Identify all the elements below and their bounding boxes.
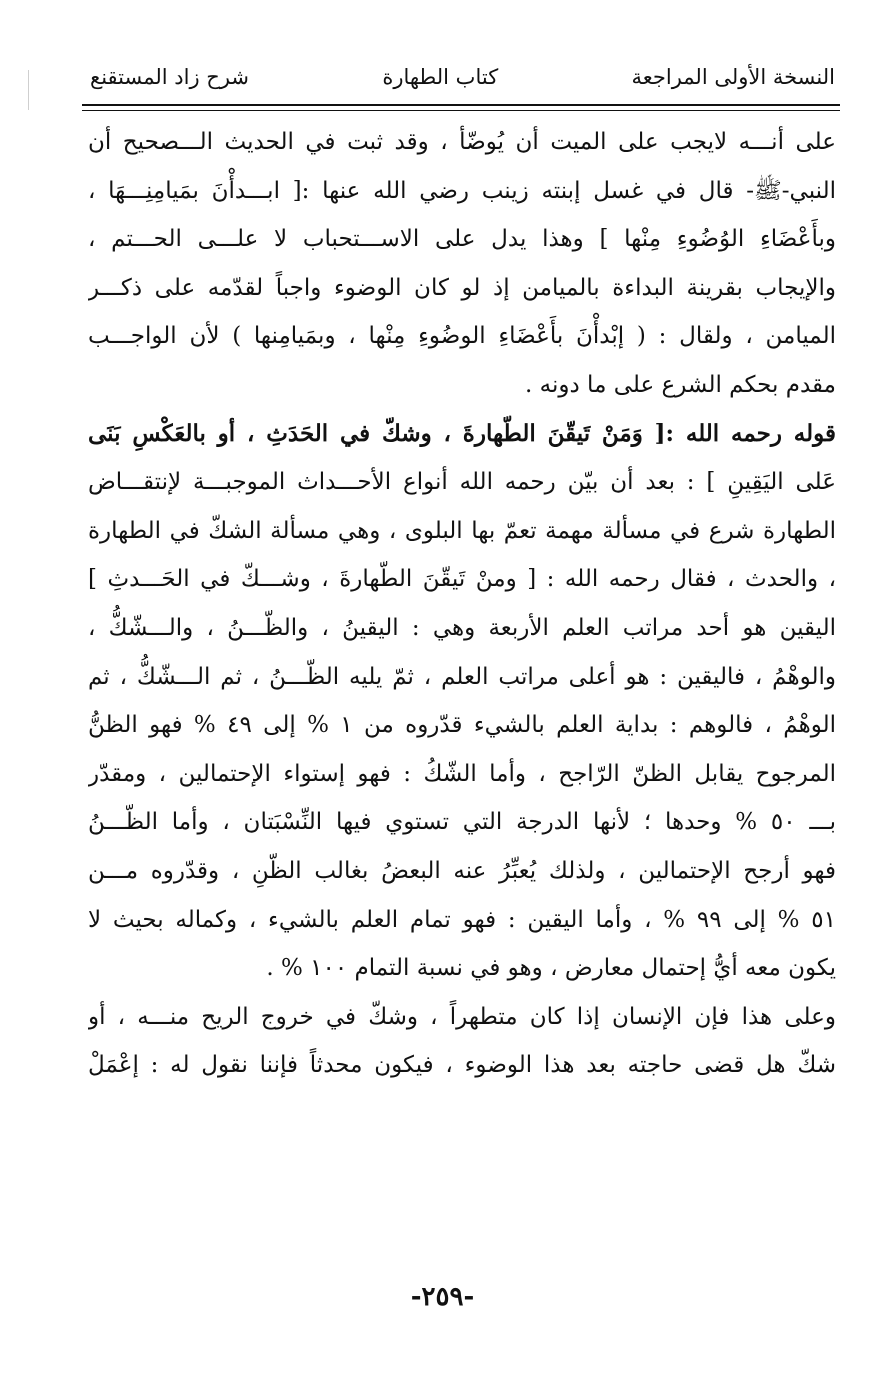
text-line: الميامن ، ولقال : ( إبْدأْنَ بأَعْضَاءِ الوضُوءِ مِنْها ، وبمَيامِنها ) لأن الواجـــب	[88, 323, 836, 350]
text-line: الوهْمُ ، فالوهم : بداية العلم بالشيء قدّروه من ١ % إلى ٤٩ % فهو الظنُّ	[88, 712, 836, 739]
matn-quote-line: قوله رحمه الله :[ وَمَنْ تَيقّنَ الطّهارةَ ، وشكّ في الحَدَثِ ، أو بالعَكْسِ بَنَى	[88, 419, 836, 447]
text-line: والإيجاب بقرينة البداءة بالميامن إذ لو كان الوضوء واجباً لقدّمه على ذكـــر	[88, 274, 836, 301]
header-book-title: شرح زاد المستقنع	[90, 65, 250, 89]
header-chapter-title: كتاب الطهارة	[382, 65, 499, 89]
text-line: والوهْمُ ، فاليقين : هو أعلى مراتب العلم ، ثمّ يليه الظّـــنُ ، ثم الـــشّكُّ ، ثم	[88, 663, 836, 690]
text-line: مقدم بحكم الشرع على ما دونه .	[525, 371, 836, 398]
page-number: -٢٥٩-	[410, 1282, 475, 1312]
text-line: الطهارة شرع في مسألة مهمة تعمّ بها البلوى ، وهي مسألة الشكّ في الطهارة	[88, 517, 836, 544]
text-line: بـــ ٥٠ % وحدها ؛ لأنها الدرجة التي تستوي فيها النِّسْبَتان ، وأما الظّـــنُ	[88, 809, 836, 836]
text-line: يكون معه أيُّ إحتمال معارض ، وهو في نسبة التمام ١٠٠ % .	[266, 955, 836, 982]
header-rule-thin	[82, 110, 840, 111]
header-edition-note: النسخة الأولى المراجعة	[631, 65, 835, 89]
text-line: ، والحدث ، فقال رحمه الله : [ ومنْ تَيقّنَ الطّهارةَ ، وشـــكّ في الحَـــدثِ ]	[88, 566, 836, 593]
text-line: وعلى هذا فإن الإنسان إذا كان متطهراً ، وشكّ في خروج الريح منـــه ، أو	[88, 1003, 836, 1030]
text-line: فهو أرجح الإحتمالين ، ولذلك يُعبِّرُ عنه البعضُ بغالب الظّنِ ، وقدّروه مـــن	[88, 857, 836, 884]
text-line: وبأَعْضَاءِ الوُضُوءِ مِنْها ] وهذا يدل على الاســـتحباب لا علـــى الحـــتم ،	[88, 226, 836, 253]
running-header	[90, 54, 835, 100]
body-text	[88, 118, 836, 1090]
text-line: على أنـــه لايجب على الميت أن يُوضّأ ، وقد ثبت في الحديث الـــصحيح أن	[88, 129, 836, 155]
text-line: اليقين هو أحد مراتب العلم الأربعة وهي : اليقينُ ، والظّـــنُ ، والـــشّكُّ ،	[88, 614, 836, 641]
header-rule-thick	[82, 104, 840, 106]
text-line: شكّ هل قضى حاجته بعد هذا الوضوء ، فيكون محدثاً فإننا نقول له : إعْمَلْ	[88, 1052, 836, 1079]
text-line: ٥١ % إلى ٩٩ % ، وأما اليقين : فهو تمام العلم بالشيء ، وكماله بحيث لا	[88, 906, 836, 933]
text-line: المرجوح يقابل الظنّ الرّاجح ، وأما الشّكُ : فهو إستواء الإحتمالين ، ومقدّر	[88, 760, 836, 787]
text-line: عَلى اليَقِينِ ] : بعد أن بيّن رحمه الله أنواع الأحـــداث الموجبـــة لإنتقـــاض	[88, 469, 836, 496]
text-line: النبي-ﷺ- قال في غسل إبنته زينب رضي الله عنها :[ ابـــدأْنَ بمَيامِنِـــهَا ،	[88, 177, 836, 204]
scan-edge-mark	[28, 70, 29, 110]
